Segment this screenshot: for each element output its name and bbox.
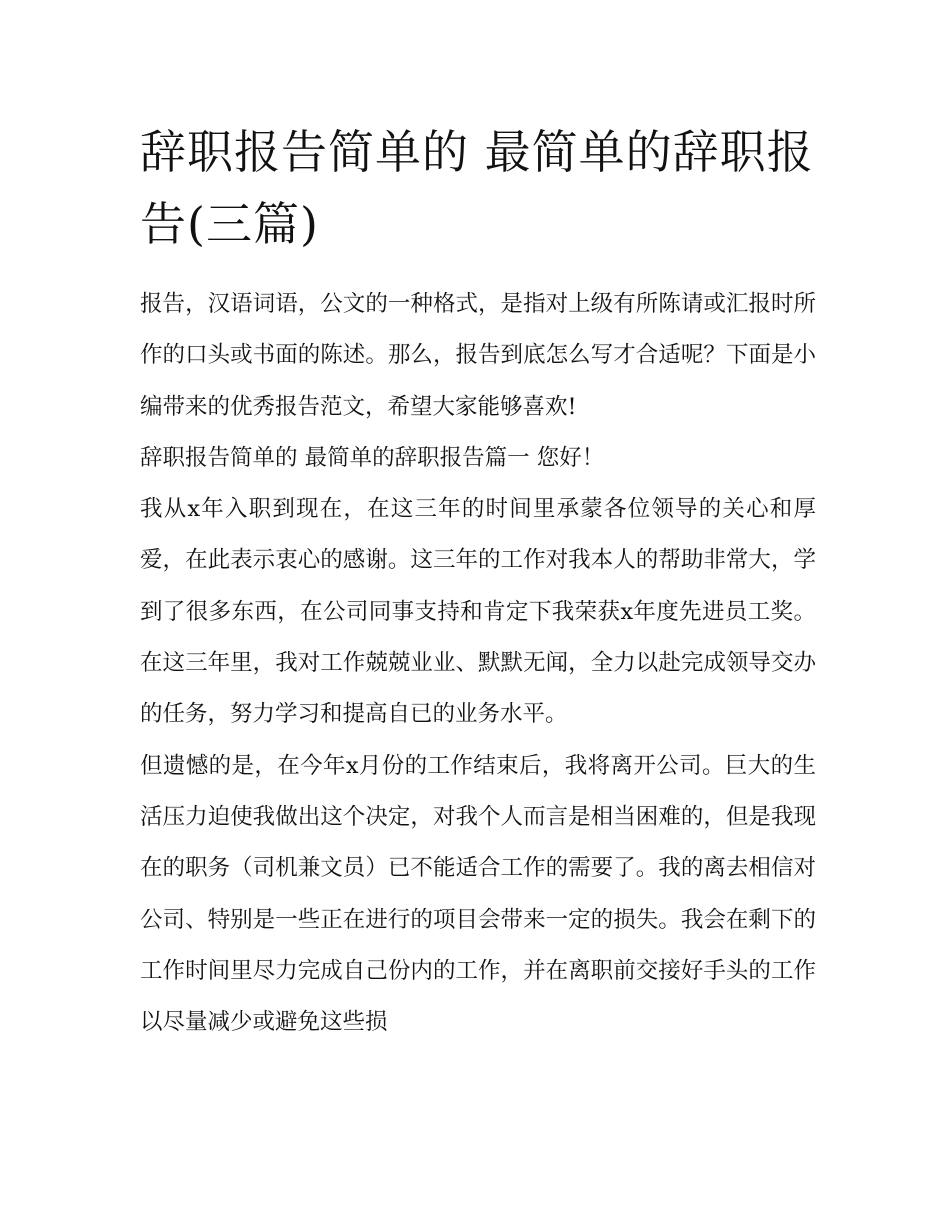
document-body bbox=[140, 279, 816, 1048]
document-title: 辞职报告简单的 最简单的辞职报告(三篇) bbox=[140, 125, 814, 251]
body-paragraph: 我从x年入职到现在，在这三年的时间里承蒙各位领导的关心和厚爱，在此表示衷心的感谢。这三年的工作对我本人的帮助非常大，学到了很多东西，在公司同事支持和肯定下我荣获x年度先进员工奖。在这三年里，我对工作兢兢业业、默默无闻，全力以赴完成领导交办的任务，努力学习和提高自已的业务水平。 bbox=[140, 496, 816, 728]
body-paragraph: 但遗憾的是，在今年x月份的工作结束后，我将离开公司。巨大的生活压力迫使我做出这个决定，对我个人而言是相当困难的，但是我现在的职务（司机兼文员）已不能适合工作的需要了。我的离去相信对公司、特别是一些正在进行的项目会带来一定的损失。我会在剩下的工作时间里尽力完成自己份内的工作，并在离职前交接好手头的工作以尽量减少或避免这些损 bbox=[140, 752, 816, 1036]
intro-paragraph: 报告，汉语词语，公文的一种格式，是指对上级有所陈请或汇报时所作的口头或书面的陈述。那么，报告到底怎么写才合适呢？下面是小编带来的优秀报告范文，希望大家能够喜欢! bbox=[140, 291, 816, 420]
section-heading-paragraph: 辞职报告简单的 最简单的辞职报告篇一 您好！ bbox=[140, 444, 605, 471]
